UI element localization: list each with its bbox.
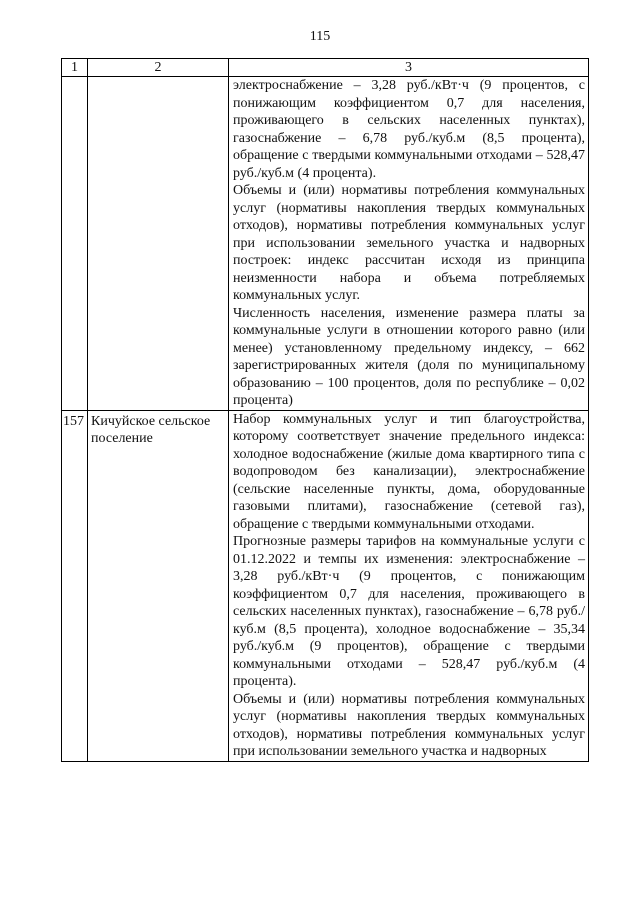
table-row bbox=[62, 410, 589, 761]
paragraph: Численность населения, изменение размера платы за коммунальные услуги в отношении которого равно (или менее) установленному предельному индексу, – 662 зарегистрированных жителя (доля по муниципальному образованию – 100 процентов, доля по республике – 0,02 процента) bbox=[233, 305, 585, 408]
column-header-1: 1 bbox=[62, 59, 88, 77]
document-table bbox=[61, 58, 589, 762]
paragraph: Объемы и (или) нормативы потребления коммунальных услуг (нормативы накопления твердых коммунальных отходов), нормативы потребления коммунальных услуг при использовании земельного участка и надворных построек: индекс рассчитан исходя из принципа неизменности набора и объема потребляемых коммунальных услуг. bbox=[233, 183, 585, 303]
table-header-row bbox=[62, 59, 589, 77]
table-row bbox=[62, 77, 589, 411]
page-number: 115 bbox=[309, 29, 331, 44]
row-number: 157 bbox=[62, 410, 88, 761]
column-header-2: 2 bbox=[88, 59, 229, 77]
row-description bbox=[229, 77, 589, 411]
paragraph: Набор коммунальных услуг и тип благоустройства, которому соответствует значение предельного индекса: холодное водоснабжение (жилые дома квартирного типа с водопроводом без канализации), электроснабжение (сельские населенные пункты, дома, оборудованные газовыми плитами), газоснабжение (сетевой газ), обращение с твердыми коммунальными отходами. bbox=[233, 411, 585, 532]
paragraph: Объемы и (или) нормативы потребления коммунальных услуг (нормативы накопления твердых коммунальных отходов), нормативы потребления коммунальных услуг при использовании земельного участка и надворных bbox=[233, 691, 585, 759]
municipality-name: Кичуйское сельское поселение bbox=[88, 410, 229, 761]
paragraph: электроснабжение – 3,28 руб./кВт·ч (9 процентов, с понижающим коэффициентом 0,7 для населения, проживающего в сельских населенных пунктах), газоснабжение – 6,78 руб./куб.м (8,5 процента), обращение с твердыми коммунальными отходами – 528,47 руб./куб.м (4 процента). bbox=[233, 78, 585, 181]
row-description bbox=[229, 410, 589, 761]
column-header-3: 3 bbox=[229, 59, 589, 77]
municipality-name bbox=[88, 77, 229, 411]
paragraph: Прогнозные размеры тарифов на коммунальные услуги с 01.12.2022 и темпы их изменения: электроснабжение – 3,28 руб./кВт·ч (9 процентов, с понижающим коэффициентом 0,7 для населения, проживающего в сельских населенных пунктах), газоснабжение – 6,78 руб./куб.м (8,5 процента), холодное водоснабжение – 35,34 руб./куб.м (9 процентов), обращение с твердыми коммунальными отходами – 528,47 руб./куб.м (4 процента). bbox=[233, 534, 585, 689]
row-number bbox=[62, 77, 88, 411]
